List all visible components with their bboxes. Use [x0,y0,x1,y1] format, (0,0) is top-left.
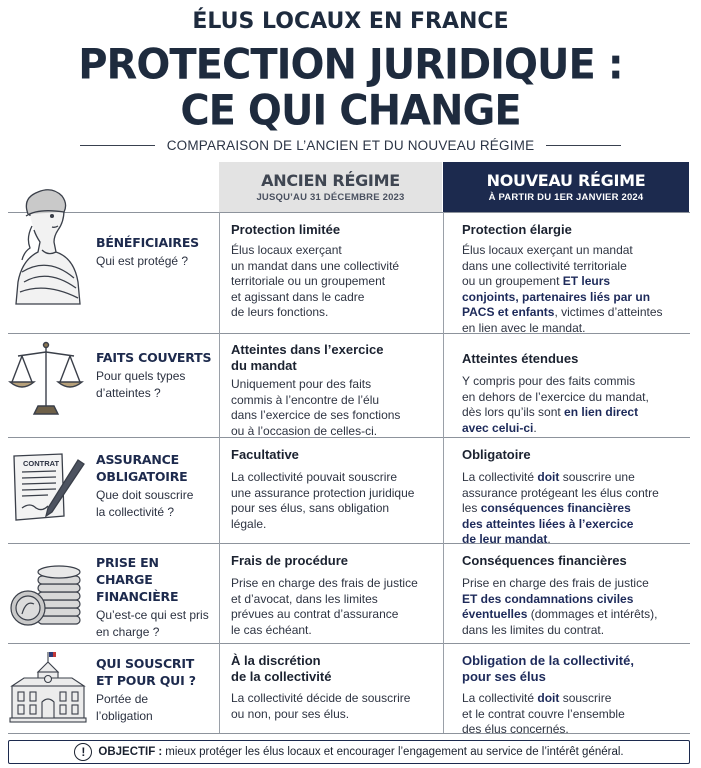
cell-old-qui-souscrit [231,653,436,722]
highlight-text: éventuelles [462,607,528,621]
text-run: Prise en charge des frais de justice [462,576,649,590]
highlight-text: doit [537,470,560,484]
row-separator [8,212,690,213]
text-run: souscrire [559,691,612,705]
cell-title [231,342,436,374]
cell-old-faits-couverts [231,342,436,439]
cell-title [462,653,688,685]
cell-old-beneficiaires [231,222,436,321]
text-line: Atteintes dans l’exercice [231,342,384,357]
text-line: le cas échéant. [231,622,312,637]
cell-text [231,377,436,439]
text-line: Uniquement pour des faits [231,377,372,391]
text-line: Prise en charge des frais de justice [231,576,418,590]
text-run: La collectivité [462,470,538,484]
row-label-assurance [96,451,214,521]
page-title-line-1: PROTECTION JURIDIQUE : [78,40,623,90]
text-line: la collectivité ? [96,505,175,519]
cell-title: Facultative [231,447,299,462]
text-line: l’obligation [96,709,153,723]
objective-banner [8,740,690,764]
text-line: FINANCIÈRE [96,589,179,604]
row-label-question: Qui est protégé ? [96,254,189,268]
column-header-old [219,162,442,212]
highlight-text: de leur mandat [462,532,548,546]
text-run: dans une collectivité territoriale [462,258,627,273]
column-old-subtitle: JUSQU’AU 31 DÉCEMBRE 2023 [256,192,405,203]
row-label-title [96,655,214,689]
highlight-text: avec celui-ci [462,420,534,435]
marianne-bust-icon [8,186,84,313]
row-label-question [96,607,214,641]
cell-title: Atteintes étendues [462,351,579,366]
text-run: et le contrat couvre l’ensemble [462,706,625,721]
text-line: À la discrétion [231,653,321,668]
cell-new-faits-couverts [462,351,688,436]
cell-text [462,374,688,436]
text-line: et agissant dans le cadre [231,289,365,304]
subtitle-row [0,136,701,154]
page-title-line-2: CE QUI CHANGE [180,86,521,136]
text-line: du mandat [231,358,297,373]
text-run: en lien avec le mandat. [462,320,586,335]
text-run: Élus locaux exerçant un mandat [462,243,633,257]
highlight-text: des atteintes liées à l’exercice [462,516,634,531]
text-line: ou non, pour ses élus. [231,706,350,721]
text-run: assurance protégeant les élus contre [462,485,659,500]
text-line: prévues au contrat d’assurance [231,607,399,621]
subtitle: COMPARAISON DE L’ANCIEN ET DU NOUVEAU RÉGIME [166,137,535,153]
column-header-new [443,162,689,212]
highlight-text: conjoints, partenaires liés par un [462,289,651,304]
text-line: dans l’exercice de ses fonctions [231,408,401,422]
row-label-title: BÉNÉFICIAIRES [96,235,199,250]
text-run: La collectivité [462,691,538,705]
cell-new-beneficiaires [462,222,688,336]
supertitle: ÉLUS LOCAUX EN FRANCE [192,9,509,34]
row-separator [8,643,690,644]
row-label-title: FAITS COUVERTS [96,350,212,365]
text-line: une assurance protection juridique [231,485,415,500]
column-divider [219,212,220,733]
text-line: Que doit souscrire [96,488,194,502]
cell-old-assurance [231,447,436,532]
coin-stack-icon [8,560,88,637]
cell-new-assurance [462,447,688,548]
text-line: en charge ? [96,625,160,639]
exclamation-circle-icon: ! [74,743,92,761]
row-label-faits-couverts [96,349,214,402]
text-line: ET POUR QUI ? [96,673,196,688]
text-line: commis à l’encontre de l’élu [231,392,380,407]
subtitle-rule-right [546,145,621,146]
text-line: La collectivité décide de souscrire [231,691,411,705]
column-new-subtitle: À PARTIR DU 1ER JANVIER 2024 [488,192,644,203]
text-run: (dommages et intérêts), [527,607,658,621]
objective-label: OBJECTIF : [98,746,163,758]
text-line: Pour quels types [96,369,186,383]
text-run: . [533,420,537,435]
text-line: PRISE EN CHARGE [96,555,159,587]
text-line: pour ses élus [462,669,546,684]
column-new-title: NOUVEAU RÉGIME [486,171,646,190]
highlight-text: PACS et enfants [462,305,555,319]
objective-text: mieux protéger les élus locaux et encourager l’engagement au service de l’intérêt général. [165,746,624,758]
highlight-text: ET leurs [562,274,611,288]
cell-text [231,576,436,638]
text-line: Qu’est-ce qui est pris [96,608,209,622]
text-line: un mandat dans une collectivité [231,258,400,273]
text-line: La collectivité pouvait souscrire [231,470,398,484]
text-run: les [462,501,481,515]
row-label-beneficiaires [96,234,214,270]
text-line: de la collectivité [231,669,332,684]
text-line: ou à l’occasion de celles-ci. [231,423,378,438]
text-line: territoriale ou un groupement [231,274,386,288]
column-old-title: ANCIEN RÉGIME [261,171,400,190]
row-label-question [96,691,214,725]
cell-text [462,243,688,336]
cell-new-prise-en-charge [462,553,688,638]
column-divider [443,212,444,733]
text-line: QUI SOUSCRIT [96,656,195,671]
cell-text [231,470,436,532]
cell-text [462,691,688,738]
cell-new-qui-souscrit [462,653,688,738]
highlight-text: doit [537,691,560,705]
row-label-prise-en-charge [96,554,214,641]
row-label-question [96,487,214,521]
text-run: Y compris pour des faits commis [462,374,636,388]
cell-title: Obligatoire [462,447,531,462]
scales-of-justice-icon [8,340,84,423]
cell-title: Frais de procédure [231,553,349,568]
text-line: légale. [231,516,267,531]
text-run: , victimes d’atteintes [554,305,663,319]
text-run: . [547,532,551,546]
text-run: dans les limites du contrat. [462,622,605,637]
row-label-title [96,451,214,485]
cell-text [462,470,688,548]
text-run: des élus concernés. [462,722,569,736]
text-line: Portée de [96,692,149,706]
text-line: d’atteintes ? [96,386,161,400]
row-label-qui-souscrit [96,655,214,725]
text-line: Élus locaux exerçant [231,243,342,257]
cell-title: Protection élargie [462,222,572,237]
cell-text [462,576,688,638]
highlight-text: en lien direct [564,405,639,419]
subtitle-rule-left [80,145,155,146]
cell-title: Protection limitée [231,222,341,237]
text-run: souscrire une [559,470,635,484]
text-run: dès lors qu’ils sont [462,405,565,419]
contract-pen-icon [8,450,86,531]
highlight-text: ET des condamnations civiles [462,591,634,606]
text-line: de leurs fonctions. [231,305,329,319]
cell-title: Conséquences financières [462,553,627,568]
row-label-question [96,368,214,402]
cell-text [231,243,436,321]
text-line: pour ses élus, sans obligation [231,501,390,515]
row-label-title [96,554,214,605]
text-line: Obligation de la collectivité, [462,653,634,668]
text-line: OBLIGATOIRE [96,469,188,484]
text-run: en dehors de l’exercice du mandat, [462,389,649,404]
cell-old-prise-en-charge [231,553,436,638]
contract-icon-label: CONTRAT [23,459,60,468]
highlight-text: conséquences financières [480,501,631,515]
text-line: et d’avocat, dans les limites [231,591,378,606]
cell-text [231,691,436,722]
text-run: ou un groupement [462,274,563,288]
text-line: ASSURANCE [96,452,179,467]
town-hall-icon [8,650,88,729]
cell-title [231,653,436,685]
